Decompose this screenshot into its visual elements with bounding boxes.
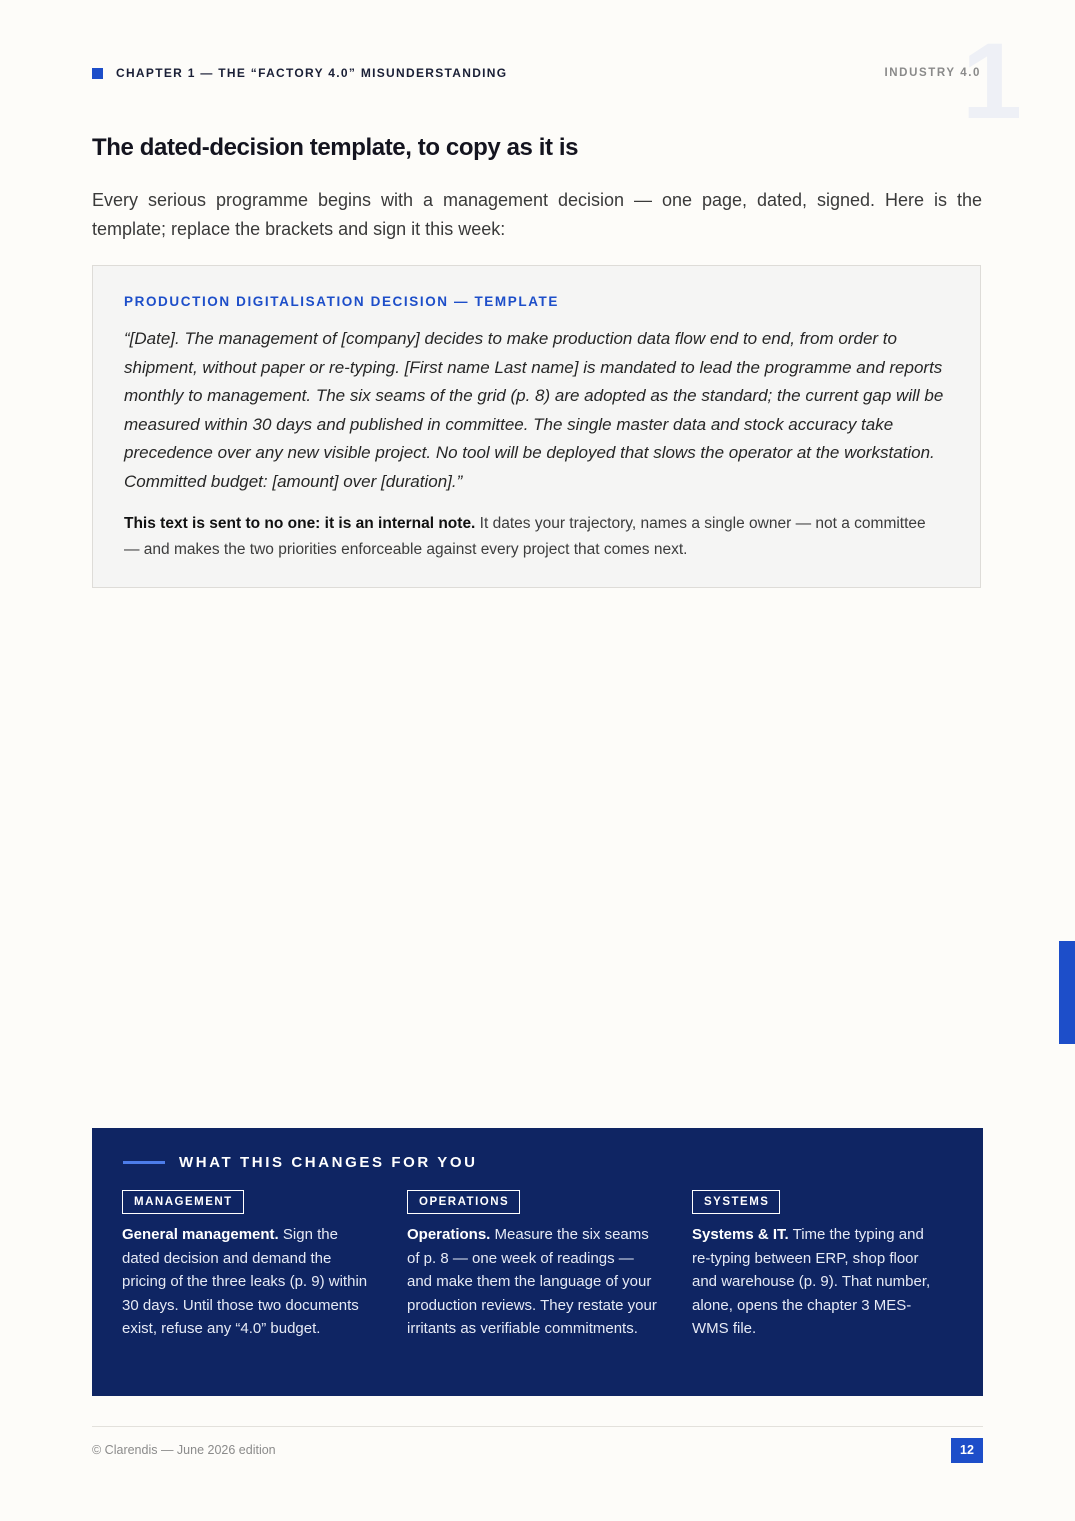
chapter-numeral-decoration xyxy=(961,20,1022,141)
page-number: 12 xyxy=(951,1438,983,1463)
column-text xyxy=(122,1223,372,1341)
column-body: Time the typing and re-typing between ERP, shop floor and warehouse (p. 9). That number, alone, opens the chapter 3 MES-WMS file. xyxy=(692,1226,931,1337)
template-note xyxy=(124,511,944,563)
section-header: INDUSTRY 4.0 xyxy=(884,67,981,79)
column-badge: OPERATIONS xyxy=(407,1190,520,1214)
column-text xyxy=(692,1223,942,1341)
chapter-numeral: 1 xyxy=(961,20,1022,141)
column-lead: General management. xyxy=(122,1226,279,1243)
footer-divider xyxy=(92,1426,983,1427)
page-title: The dated-decision template, to copy as it is xyxy=(92,134,579,161)
column-badge: MANAGEMENT xyxy=(122,1190,244,1214)
template-box xyxy=(92,265,981,588)
column-badge: SYSTEMS xyxy=(692,1190,780,1214)
side-chapter-tab xyxy=(1059,941,1075,1044)
column-lead: Systems & IT. xyxy=(692,1226,789,1243)
column-body: Measure the six seams of p. 8 — one week of readings — and make them the language of your production reviews. They restate your irritants as verifiable commitments. xyxy=(407,1226,657,1337)
template-note-lead: This text is sent to no one: it is an internal note. xyxy=(124,515,476,532)
intro-paragraph: Every serious programme begins with a management decision — one page, dated, signed. Here is the template; replace the brackets and sign it this week: xyxy=(92,190,982,239)
chapter-marker-square xyxy=(92,68,103,79)
panel-title: WHAT THIS CHANGES FOR YOU xyxy=(179,1154,478,1171)
template-note-text: It dates your trajectory, names a single owner — not a committee — and makes the two priorities enforceable against every project that comes next. xyxy=(124,515,926,558)
column-lead: Operations. xyxy=(407,1226,491,1243)
panel-accent-rule xyxy=(123,1161,165,1164)
column-text xyxy=(407,1223,657,1341)
chapter-header: CHAPTER 1 — THE “FACTORY 4.0” MISUNDERSTANDING xyxy=(116,66,508,80)
column-systems xyxy=(692,1190,942,1341)
changes-panel xyxy=(92,1128,983,1396)
column-body: Sign the dated decision and demand the pricing of the three leaks (p. 9) within 30 days. Until those two documents exist, refuse any “4.0” budget. xyxy=(122,1226,368,1337)
footer-copyright: © Clarendis — June 2026 edition xyxy=(92,1443,276,1457)
template-title: PRODUCTION DIGITALISATION DECISION — TEMPLATE xyxy=(124,294,559,309)
column-management xyxy=(122,1190,372,1341)
template-quote: “[Date]. The management of [company] decides to make production data flow end to end, from order to shipment, without paper or re-typing. [First name Last name] is mandated to lead the programme and reports monthly to management. The six seams of the grid (p. 8) are adopted as the standard; the current gap will be measured within 30 days and published in committee. The single master data and stock accuracy take precedence over any new visible project. No tool will be deployed that slows the operator at the workstation. Committed budget: [amount] over [duration].” xyxy=(124,329,944,491)
column-operations xyxy=(407,1190,657,1341)
